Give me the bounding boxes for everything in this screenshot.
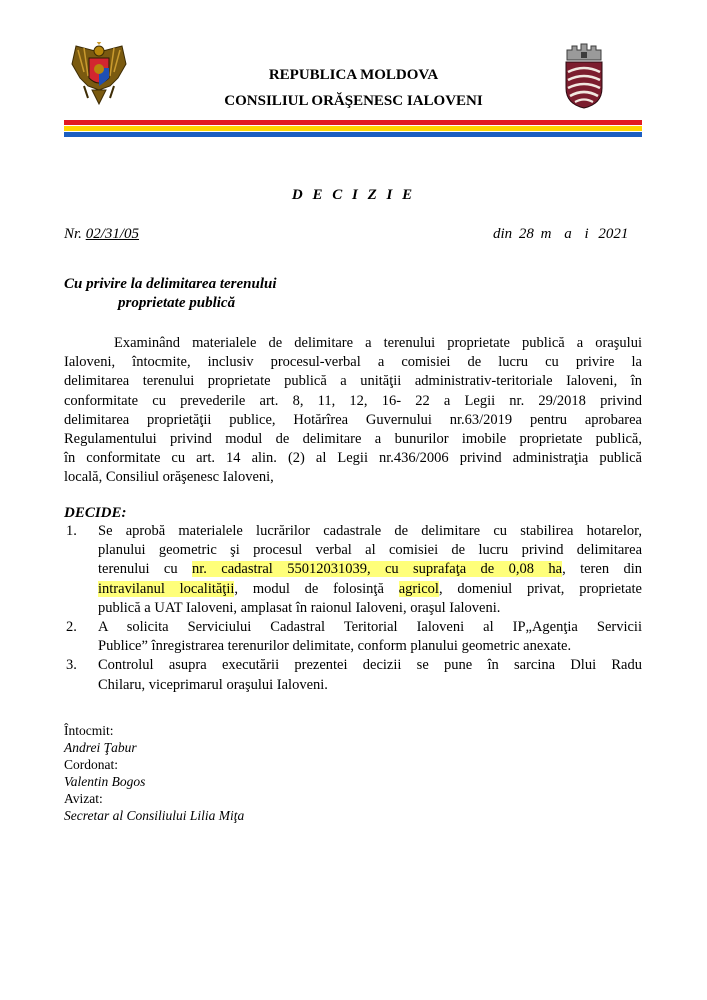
preamble-paragraph <box>64 334 642 488</box>
tricolor-stripes <box>64 120 642 141</box>
highlighted-cadastral-number: nr. cadastral 55012031039, cu suprafaţa de 0,08 ha <box>192 561 563 578</box>
preamble-line: locală, Consiliul orăşenesc Ialoveni, <box>64 469 274 486</box>
preamble-line: în conformitate cu art. 14 alin. (2) al Legii nr.436/2006 privind administraţia publică <box>64 450 642 467</box>
coordinated-name: Valentin Bogos <box>64 774 146 789</box>
decision-number-value: 02/31/05 <box>85 226 140 242</box>
subject-line-2: proprietate publică <box>118 295 236 311</box>
item-line <box>98 560 642 579</box>
preamble-line: Ialoveni, întocmite, inclusiv procesul-verbal a comisiei de lucru cu privire la <box>64 354 642 371</box>
decision-number-prefix: Nr. <box>64 226 82 242</box>
header-council: CONSILIUL ORĂŞENESC IALOVENI <box>224 93 483 109</box>
item-number: 3. <box>66 657 77 674</box>
subject-line-1: Cu privire la delimitarea terenului <box>64 276 277 292</box>
document-title: D E C I Z I E <box>291 187 416 203</box>
decision-number <box>64 226 139 243</box>
highlighted-intravilan: intravilanul localităţii <box>98 580 235 597</box>
date-year: 2021 <box>598 226 629 242</box>
date-prefix: din <box>493 226 513 242</box>
decision-subject <box>64 275 277 313</box>
item-line: A solicita Serviciului Cadastral Teritorial Ialoveni al IP„Agenţia Servicii <box>98 619 642 636</box>
ialoveni-coat-of-arms-icon <box>563 42 605 110</box>
decision-item-3 <box>64 656 642 694</box>
preamble-line: conformitate cu prevederile art. 8, 11, 12, 16- 22 a Legii nr. 29/2018 privind <box>64 392 642 409</box>
highlighted-agricol: agricol <box>398 580 439 597</box>
signatures-block <box>64 722 244 824</box>
preamble-line: delimitarea proprietăţii publice, Hotărîrea Guvernului nr.63/2019 pentru aprobarea <box>64 411 642 428</box>
item-line: Chilaru, viceprimarul oraşului Ialoveni. <box>98 676 328 693</box>
item-line: planului geometric şi procesul verbal al comisiei de lucru privind delimitarea <box>98 542 642 559</box>
item-line: Se aprobă materialele lucrărilor cadastrale de delimitare cu stabilirea hotarelor, <box>98 523 642 539</box>
endorsed-label: Avizat: <box>64 791 103 806</box>
item-line: Publice” înregistrarea terenurilor delimitate, conform planului geometric anexate. <box>98 638 572 655</box>
stripe-yellow <box>64 126 642 131</box>
item-line: Controlul asupra executării prezentei decizii se pune în sarcina Dlui Radu <box>98 657 642 674</box>
decision-item-2 <box>64 618 642 656</box>
item-number: 2. <box>66 619 77 636</box>
item-line: publică a UAT Ialoveni, amplasat în raionul Ialoveni, oraşul Ialoveni. <box>98 599 501 616</box>
item-number: 1. <box>66 523 77 539</box>
preamble-line: Examinând materialele de delimitare a terenului proprietate publică a oraşului <box>114 335 642 351</box>
preamble-line: Regulamentului privind modul de delimitare a bunurilor imobile proprietate publică, <box>64 431 642 448</box>
item-text: , domeniul privat, proprietate <box>438 580 642 597</box>
coordinated-label: Cordonat: <box>64 757 118 772</box>
decision-items <box>64 522 642 695</box>
date-month: m a i <box>540 226 592 242</box>
date-day: 28 <box>518 226 534 242</box>
item-text: , teren din <box>562 561 642 578</box>
preamble-line: delimitarea terenului proprietate publică a unităţii administrativ-teritoriale Ialoveni, în <box>64 373 642 390</box>
stripe-red <box>64 120 642 125</box>
decision-date <box>493 226 628 243</box>
decision-item-1 <box>64 522 642 618</box>
item-text: terenului cu <box>98 561 192 578</box>
endorsed-name: Secretar al Consiliului Lilia Miţa <box>64 808 245 823</box>
prepared-name: Andrei Ţabur <box>64 740 137 755</box>
prepared-label: Întocmit: <box>64 723 114 738</box>
header-country: REPUBLICA MOLDOVA <box>268 67 439 83</box>
decide-heading: DECIDE: <box>64 505 127 521</box>
item-line <box>98 580 642 599</box>
item-text: , modul de folosinţă <box>234 580 399 597</box>
stripe-blue <box>64 132 642 137</box>
